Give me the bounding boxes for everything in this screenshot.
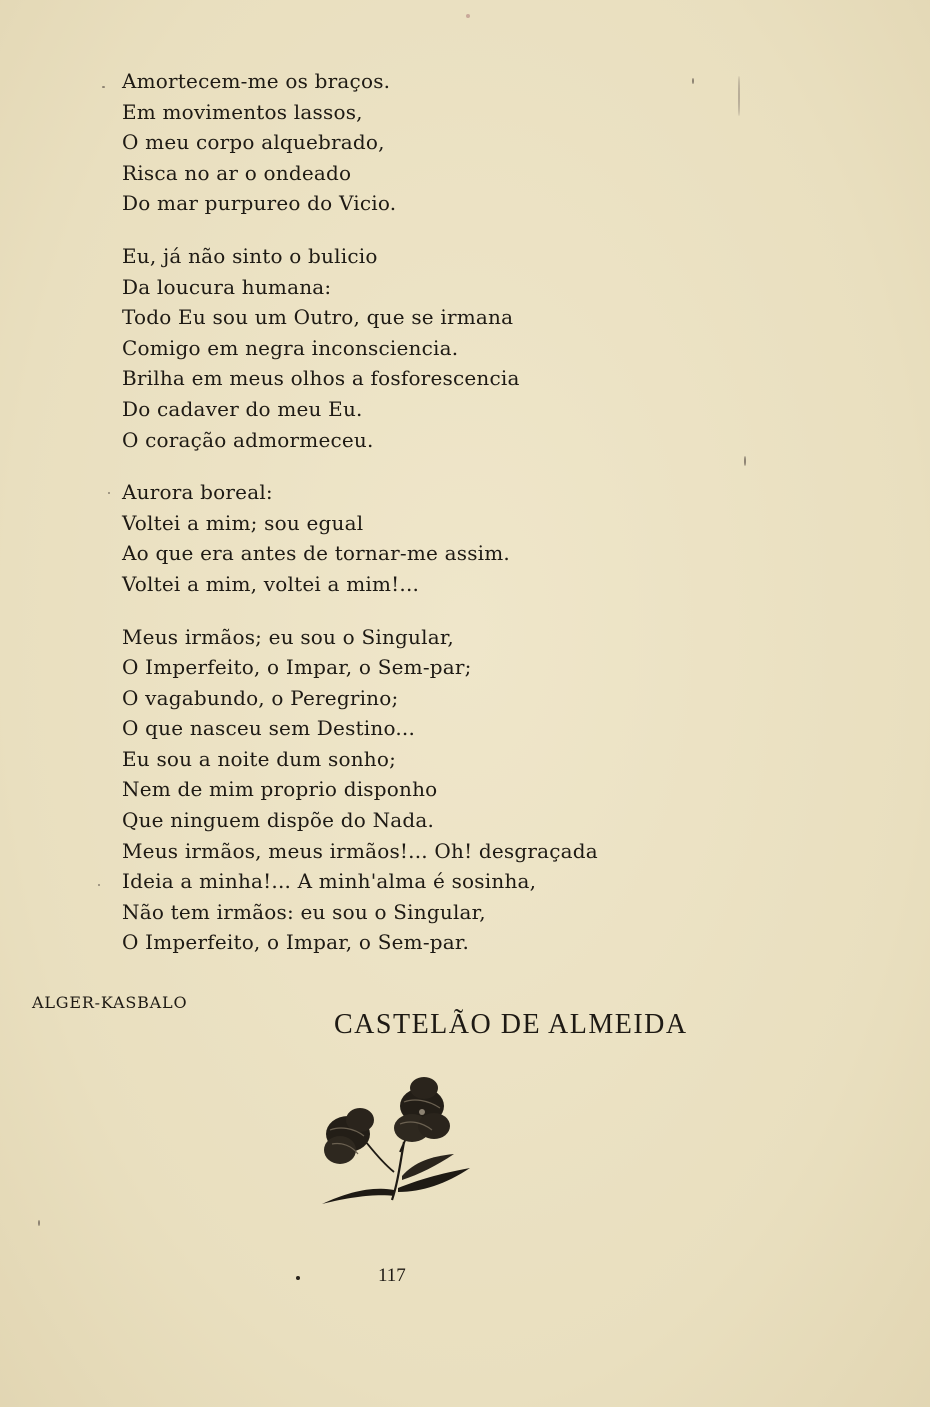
poem-line: O Imperfeito, o Impar, o Sem-par. bbox=[122, 930, 470, 955]
poem-line: Ideia a minha!... A minh'alma é sosinha, bbox=[122, 869, 537, 894]
signature-place: ALGER-KASBALO bbox=[32, 993, 188, 1012]
poem-line: Aurora boreal: bbox=[122, 480, 273, 505]
poem-line: Eu, já não sinto o bulicio bbox=[122, 243, 378, 268]
poem-line: O Imperfeito, o Impar, o Sem-par; bbox=[122, 655, 472, 680]
poem-line: Comigo em negra inconsciencia. bbox=[122, 335, 459, 360]
poem-line: Voltei a mim, voltei a mim!... bbox=[122, 571, 420, 596]
poem-line: Brilha em meus olhos a fosforescencia bbox=[122, 366, 520, 391]
paper-speck bbox=[466, 14, 470, 18]
poem-line: Amortecem-me os braços. bbox=[122, 69, 391, 93]
page-number: 117 bbox=[378, 1265, 406, 1286]
paper-speck bbox=[108, 492, 110, 494]
paper-speck bbox=[38, 1220, 40, 1226]
paper-speck bbox=[692, 78, 694, 84]
poem-line: Do cadaver do meu Eu. bbox=[122, 396, 363, 421]
paper-speck bbox=[102, 86, 105, 88]
poem-line: Meus irmãos; eu sou o Singular, bbox=[122, 624, 454, 649]
poem-line: Ao que era antes de tornar-me assim. bbox=[122, 541, 510, 566]
poem-line: Que ninguem dispõe do Nada. bbox=[122, 808, 435, 833]
poem-line: Nem de mim proprio disponho bbox=[122, 777, 438, 802]
poem-line: O vagabundo, o Peregrino; bbox=[122, 685, 399, 710]
poem-line: Do mar purpureo do Vicio. bbox=[122, 191, 397, 216]
poem-line: Voltei a mim; sou egual bbox=[122, 510, 364, 535]
paper-speck bbox=[744, 456, 746, 466]
poem-line: Meus irmãos, meus irmãos!... Oh! desgraçada bbox=[122, 838, 598, 863]
stanza-4 bbox=[122, 622, 762, 959]
poem-line: O que nasceu sem Destino... bbox=[122, 716, 416, 741]
poem-line: O coração admormeceu. bbox=[122, 427, 374, 452]
poem-line: Não tem irmãos: eu sou o Singular, bbox=[122, 899, 486, 924]
poem-line: Da loucura humana: bbox=[122, 274, 332, 299]
poem-line: Em movimentos lassos, bbox=[122, 99, 363, 124]
poem-line: O meu corpo alquebrado, bbox=[122, 130, 385, 155]
poem bbox=[122, 66, 762, 980]
signature-author: CASTELÃO DE ALMEIDA bbox=[334, 1009, 688, 1040]
stanza-2 bbox=[122, 241, 762, 455]
flower-ornament-icon bbox=[314, 1072, 476, 1212]
poem-line: Risca no ar o ondeado bbox=[122, 160, 352, 185]
paper-speck bbox=[738, 76, 740, 116]
paper-speck bbox=[98, 884, 100, 886]
poem-line: Eu sou a noite dum sonho; bbox=[122, 746, 397, 771]
page-dot bbox=[296, 1276, 300, 1280]
stanza-3 bbox=[122, 477, 762, 599]
stanza-1 bbox=[122, 66, 762, 219]
poem-line: Todo Eu sou um Outro, que se irmana bbox=[122, 305, 514, 330]
